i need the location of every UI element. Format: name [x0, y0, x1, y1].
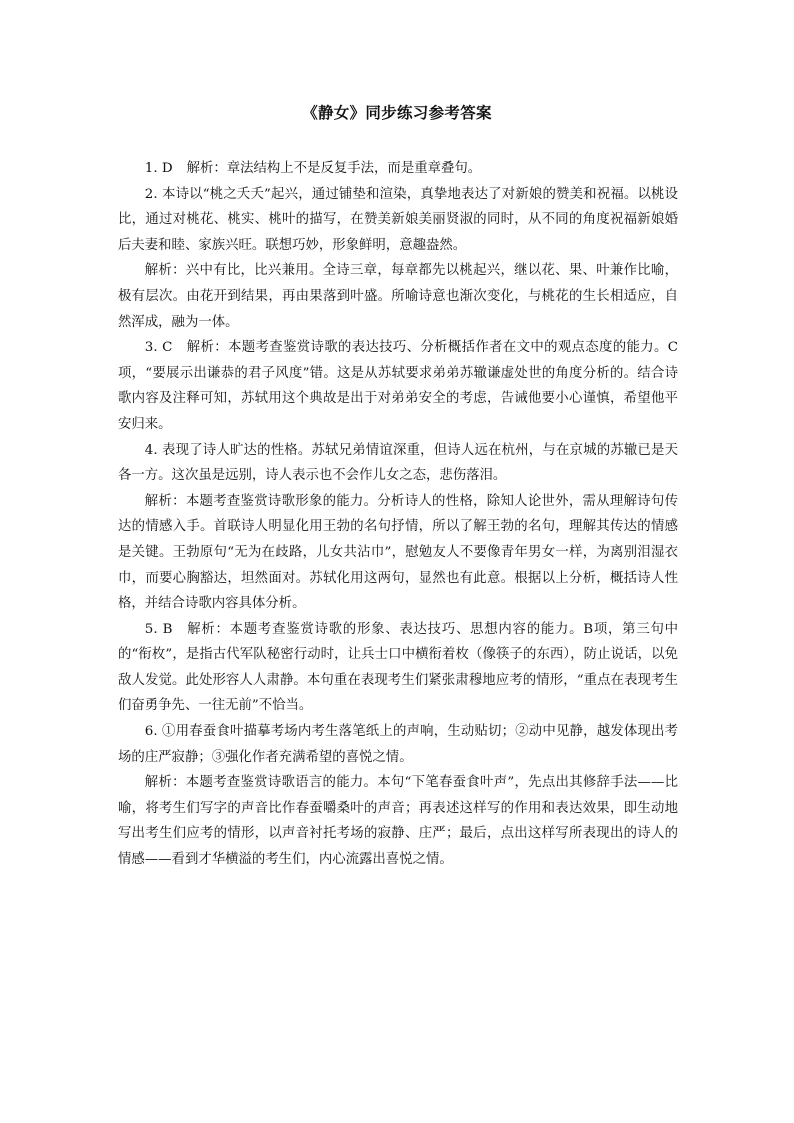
answer-text: 4. 表现了诗人旷达的性格。苏轼兄弟情谊深重，但诗人远在杭州，与在京城的苏辙已是天各一方。这次虽是远别，诗人表示也不会作儿女之态，悲伤落泪。: [118, 442, 678, 484]
answer-text: 解析：本题考查鉴赏诗歌的表达技巧、分析概括作者在文中的观点态度的能力。C项，“要展示出谦恭的君子风度”错。这是从苏轼要求弟弟苏辙谦虚处世的角度分析的。结合诗歌内容及注释可知，苏轼用这个典故是出于对弟弟安全的考虑，告诫他要小心谨慎，希望他平安归来。: [118, 340, 679, 432]
analysis-text: 解析：兴中有比，比兴兼用。全诗三章，每章都先以桃起兴，继以花、果、叶兼作比喻，极有层次。由花开到结果，再由果落到叶盛。所喻诗意也渐次变化，与桃花的生长相适应，自然浑成，融为一体。: [118, 263, 678, 330]
answer-text: 解析：本题考查鉴赏诗歌的形象、表达技巧、思想内容的能力。B项，第三句中的“衔枚”，是指古代军队秘密行动时，让兵士口中横衔着枚（像筷子的东西），防止说话，以免敌人发觉。此处形容人人肃静。本句重在表现考生们紧张肃穆地应考的情形，“重点在表现考生们奋勇争先、一往无前”不恰当。: [118, 621, 679, 714]
answer-paragraph-1: [118, 156, 678, 182]
analysis-paragraph-6: [118, 770, 678, 872]
answer-paragraph-5: [118, 617, 678, 719]
analysis-paragraph-4: [118, 489, 678, 617]
answer-label: 5. B: [144, 621, 173, 637]
answer-text: 2. 本诗以“桃之夭夭”起兴，通过铺垫和渲染，真挚地表达了对新娘的赞美和祝福。以桃设比，通过对桃花、桃实、桃叶的描写，在赞美新娘美丽贤淑的同时，从不同的角度祝福新娘婚后夫妻和睦、家族兴旺。联想巧妙，形象鲜明，意趣盎然。: [118, 186, 678, 253]
answer-paragraph-3: [118, 335, 678, 437]
analysis-text: 解析：本题考查鉴赏诗歌语言的能力。本句“下笔春蚕食叶声”，先点出其修辞手法——比喻，将考生们写字的声音比作春蚕嚼桑叶的声音；再表述这样写的作用和表达效果，即生动地写出考生们应考的情形，以声音衬托考场的寂静、庄严；最后，点出这样写所表现出的诗人的情感——看到才华横溢的考生们，内心流露出喜悦之情。: [118, 775, 678, 868]
answer-paragraph-4: [118, 438, 678, 489]
answer-label: 3. C: [144, 340, 173, 356]
answer-text: 6. ①用春蚕食叶描摹考场内考生落笔纸上的声响，生动贴切；②动中见静，越发体现出考场的庄严寂静；③强化作者充满希望的喜悦之情。: [118, 724, 678, 765]
answer-label: 1. D: [144, 161, 173, 176]
answer-paragraph-2: [118, 182, 678, 259]
document-title: 《静女》同步练习参考答案: [302, 103, 492, 122]
analysis-text: 解析：本题考查鉴赏诗歌形象的能力。分析诗人的性格，除知人论世外，需从理解诗句传达的情感入手。首联诗人明显化用王勃的名句抒情，所以了解王勃的名句，理解其传达的情感是关键。王勃原句“无为在歧路，儿女共沾巾”，慰勉友人不要像青年男女一样，为离别泪湿衣巾，而要心胸豁达，坦然面对。苏轼化用这两句，显然也有此意。根据以上分析，概括诗人性格，并结合诗歌内容具体分析。: [118, 493, 678, 612]
answer-content: [118, 156, 678, 873]
answer-text: 解析：章法结构上不是反复手法，而是重章叠句。: [186, 161, 482, 176]
answer-paragraph-6: [118, 719, 678, 770]
analysis-paragraph-2: [118, 258, 678, 335]
